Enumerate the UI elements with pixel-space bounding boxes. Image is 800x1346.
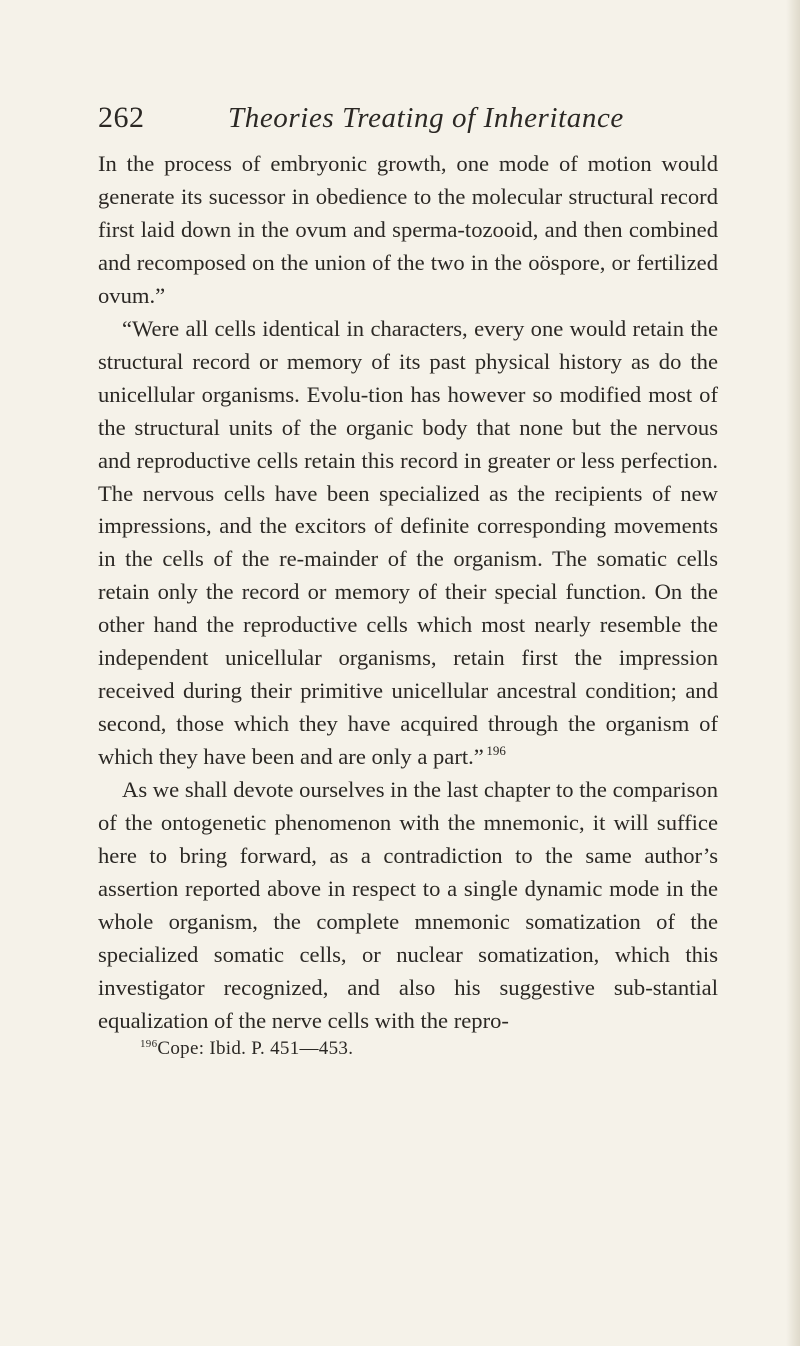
footnote	[140, 1036, 353, 1062]
footnote-reference-number: 196	[486, 743, 506, 759]
body-text	[98, 148, 718, 1038]
footnote-reference	[484, 743, 506, 758]
paragraph-1: In the process of embryonic growth, one mode of motion would generate its sucessor in obedience to the molecular structural record first laid down in the ovum and sperma-tozooid, and then combined and recomposed on the union of the two in the oöspore, or fertilized ovum.”	[98, 151, 718, 308]
footnote-marker: 196	[140, 1038, 158, 1050]
page-number: 262	[98, 101, 145, 134]
page-header	[98, 100, 718, 140]
paragraph-2-text: “Were all cells identical in characters, every one would retain the structural record or memory of its past physical history as do the unicellular organisms. Evolu-tion has however so modified most of the structural units of the organic body that none but the nervous and reproductive cells retain this record in greater or less perfection. The nervous cells have been specialized as the recipients of new impressions, and the excitors of definite corresponding movements in the cells of the re-mainder of the organism. The somatic cells retain only the record or memory of their special function. On the other hand the reproductive cells which most nearly resemble the independent unicellular organisms, retain first the impression received during their primitive unicellular ancestral condition; and second, those which they have acquired through the organism of which they have been and are only a part.”	[98, 315, 718, 770]
paragraph-2	[98, 313, 718, 774]
page-edge-shadow	[786, 0, 800, 1346]
footnote-text: Cope: Ibid. P. 451—453.	[157, 1038, 354, 1059]
paragraph-3: As we shall devote ourselves in the last chapter to the comparison of the ontogenetic phenomenon with the mnemonic, it will suffice here to bring forward, as a contradiction to the same author’s assertion reported above in respect to a single dynamic mode in the whole organism, the complete mnemonic somatization of the specialized somatic cells, or nuclear somatization, which this investigator recognized, and also his suggestive sub-stantial equalization of the nerve cells with the repro-	[98, 777, 718, 1033]
running-title: Theories Treating of Inheritance	[228, 102, 624, 134]
